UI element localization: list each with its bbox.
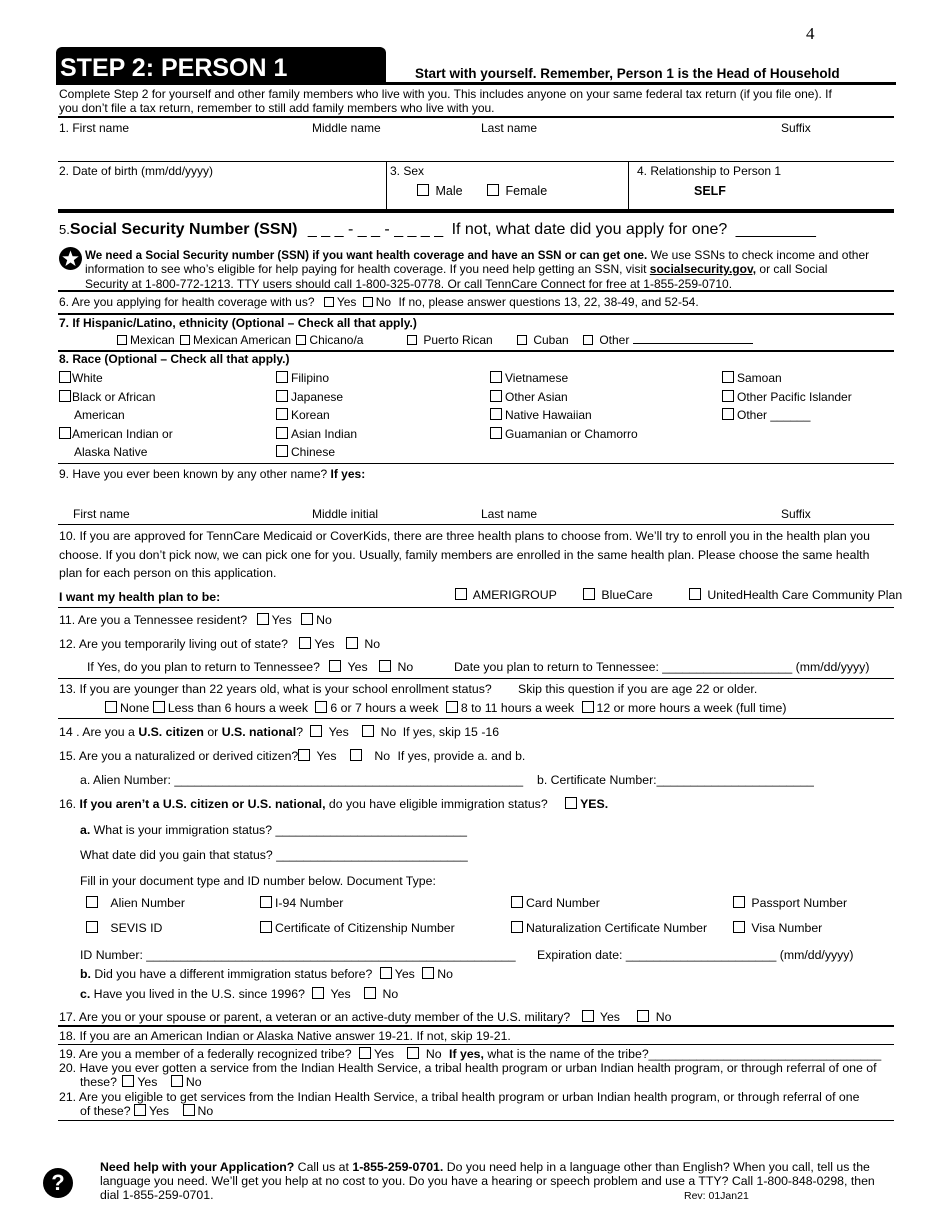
q16b-label: b.	[80, 967, 91, 981]
q17-label: 17. Are you or your spouse or parent, a veteran or an active-duty member of the U.S. military?	[59, 1010, 571, 1024]
ssn-note-text: information to see who’s eligible for help paying for health coverage. If you need help getting an SSN, visit	[85, 262, 650, 276]
q16c-yes-label: Yes	[330, 987, 351, 1001]
divider	[58, 313, 894, 315]
relationship-value: SELF	[694, 184, 726, 198]
sex-male-option[interactable]	[417, 184, 463, 198]
q16c-row	[80, 987, 398, 1001]
status-date-field[interactable]: What date did you gain that status? ____________________________	[80, 848, 468, 862]
race-samoan	[722, 371, 782, 385]
q19-no-checkbox[interactable]	[407, 1047, 419, 1059]
doc-i94	[260, 896, 343, 910]
q16c-no-label: No	[382, 987, 399, 1001]
q15-instruction: If yes, provide a. and b.	[397, 749, 526, 763]
race-white	[59, 371, 103, 385]
samoan-label: Samoan	[737, 371, 782, 385]
q14-yes-checkbox[interactable]	[310, 725, 322, 737]
race-other-pacific	[722, 390, 852, 404]
q16a-label: a.	[80, 823, 91, 837]
q19-yes-label: Yes	[373, 1047, 395, 1061]
enrollment-12plus-label: 12 or more hours a week (full time)	[596, 701, 787, 715]
ssn-apply-date-input[interactable]: _________	[735, 221, 816, 238]
doc-naturalization-cert	[511, 921, 707, 935]
id-number-field[interactable]: ID Number: ______________________________________________________	[80, 948, 516, 962]
other-last-name-label: Last name	[481, 507, 538, 521]
doc-citizenship-cert	[260, 921, 455, 935]
q14-citizen: U.S. citizen	[138, 725, 204, 739]
q11-row	[59, 613, 332, 627]
amerigroup-label: AMERIGROUP	[472, 588, 557, 602]
ssn-row	[59, 221, 816, 239]
footer-line-3: dial 1-855-259-0701.	[100, 1188, 214, 1202]
last-name-label: Last name	[481, 121, 538, 135]
divider	[58, 463, 894, 464]
other-race-checkbox[interactable]	[722, 408, 734, 420]
q7-options	[117, 333, 363, 347]
q13-options	[105, 701, 787, 715]
other-middle-initial-label: Middle initial	[312, 507, 379, 521]
native-hawaiian-checkbox[interactable]	[490, 408, 502, 420]
q20-no-label: No	[185, 1075, 202, 1089]
q13-skip: Skip this question if you are age 22 or older.	[518, 682, 758, 696]
return-date-field[interactable]: Date you plan to return to Tennessee: ___________________ (mm/dd/yyyy)	[454, 660, 870, 674]
q16c-no-checkbox[interactable]	[364, 987, 376, 999]
race-chinese	[276, 445, 335, 459]
page-number: 4	[806, 24, 815, 43]
expiration-date-field[interactable]: Expiration date: ______________________ (mm/dd/yyyy)	[537, 948, 854, 962]
guamanian-checkbox[interactable]	[490, 427, 502, 439]
q14-row	[59, 725, 499, 739]
q5-number: 5.	[59, 222, 70, 237]
enrollment-lt6-label: Less than 6 hours a week	[167, 701, 308, 715]
step-subtitle: Start with yourself. Remember, Person 1 is the Head of Household	[415, 66, 840, 81]
q7-puerto-rican	[407, 333, 493, 347]
race-filipino	[276, 371, 329, 385]
q12-return-no-label: No	[397, 660, 414, 674]
white-label: White	[72, 371, 103, 385]
japanese-checkbox[interactable]	[276, 390, 288, 402]
header-rule	[56, 82, 896, 85]
q14-pre: 14 . Are you a	[59, 725, 139, 739]
other-race-label: Other ______	[737, 408, 811, 422]
star-icon	[59, 247, 82, 270]
mexican-label: Mexican	[130, 333, 175, 347]
race-black	[59, 390, 155, 404]
q6-yes-checkbox[interactable]	[324, 297, 334, 307]
q21-line-1: 21. Are you eligible to get services from the Indian Health Service, a tribal health program or urban Indian health program, or through referral of one	[59, 1090, 860, 1104]
enrollment-8-11-checkbox[interactable]	[446, 701, 458, 713]
q14-skip: If yes, skip 15 -16	[402, 725, 500, 739]
q15-yes-label: Yes	[316, 749, 337, 763]
doc-sevis-label: SEVIS ID	[110, 921, 163, 935]
white-checkbox[interactable]	[59, 371, 71, 383]
q14-no-checkbox[interactable]	[362, 725, 374, 737]
q14-yes-label: Yes	[328, 725, 349, 739]
race-asian-indian	[276, 427, 357, 441]
q16-row	[59, 797, 608, 811]
q14-no-label: No	[380, 725, 397, 739]
q20-these: these?	[80, 1075, 117, 1089]
q21-yes-label: Yes	[149, 1104, 170, 1118]
plan-unitedhealth	[689, 588, 902, 602]
q7-other	[583, 333, 753, 347]
doc-passport-checkbox[interactable]	[733, 896, 745, 908]
q21-no-label: No	[197, 1104, 214, 1118]
doc-passport	[733, 896, 847, 910]
q16c-text: Have you lived in the U.S. since 1996?	[90, 987, 305, 1001]
doc-sevis	[86, 921, 162, 935]
q12-no-checkbox[interactable]	[346, 637, 358, 649]
q16-number: 16.	[59, 797, 77, 811]
q7-label: 7. If Hispanic/Latino, ethnicity (Optional – Check all that apply.)	[59, 316, 417, 330]
other-suffix-label: Suffix	[781, 507, 811, 521]
footer-line-1	[100, 1160, 870, 1174]
doc-alien-label: Alien Number	[110, 896, 185, 910]
q17-yes-label: Yes	[599, 1010, 620, 1024]
q19-yes-checkbox[interactable]	[359, 1047, 371, 1059]
divider	[58, 1120, 894, 1121]
immigration-status-field[interactable]	[80, 823, 467, 837]
q14-national: U.S. national	[221, 725, 297, 739]
q11-no-checkbox[interactable]	[301, 613, 313, 625]
sex-female-option[interactable]	[487, 184, 547, 198]
q21-yes-checkbox[interactable]	[134, 1104, 146, 1116]
divider	[58, 161, 894, 162]
q21-these: of these?	[80, 1104, 131, 1118]
other-pacific-checkbox[interactable]	[722, 390, 734, 402]
ssn-note-rest: We use SSNs to check income and other	[647, 248, 870, 262]
q11-label: 11. Are you a Tennessee resident?	[59, 613, 248, 627]
amerigroup-checkbox[interactable]	[455, 588, 467, 600]
q6-row	[59, 295, 699, 309]
q14-or: or	[203, 725, 222, 739]
q16c-label: c.	[80, 987, 91, 1001]
q8-label: 8. Race (Optional – Check all that apply.)	[59, 352, 290, 366]
divider	[58, 1025, 894, 1027]
q7-cuban	[517, 333, 569, 347]
enrollment-none-label: None	[120, 701, 150, 715]
guamanian-label: Guamanian or Chamorro	[505, 427, 638, 441]
doc-passport-label: Passport Number	[751, 896, 848, 910]
q20-line-1: 20. Have you ever gotten a service from the Indian Health Service, a tribal health program or urban Indian health program, or through referral of one of	[59, 1061, 877, 1075]
divider	[58, 607, 894, 608]
unitedhealth-label: UnitedHealth Care Community Plan	[707, 588, 903, 602]
q16-bold: If you aren’t a U.S. citizen or U.S. national,	[79, 797, 326, 811]
ssn-note-bold: We need a Social Security number (SSN) if you want health coverage and have an SSN or can get one.	[85, 249, 648, 262]
q16b-yes-label: Yes	[394, 967, 415, 981]
footer-help-heading: Need help with your Application?	[100, 1160, 295, 1174]
korean-checkbox[interactable]	[276, 408, 288, 420]
health-plan-label: I want my health plan to be:	[59, 590, 221, 604]
chicano-label: Chicano/a	[309, 333, 364, 347]
q19-if-yes: If yes,	[449, 1047, 484, 1061]
q6-instruction: If no, please answer questions 13, 22, 38-49, and 52-54.	[398, 295, 699, 309]
puerto-rican-checkbox[interactable]	[407, 335, 417, 345]
alien-number-field[interactable]: a. Alien Number: ___________________________________________________	[80, 773, 524, 787]
race-japanese	[276, 390, 343, 404]
step-title: STEP 2: PERSON 1	[60, 54, 288, 82]
q11-no-label: No	[316, 613, 332, 627]
enrollment-lt6-checkbox[interactable]	[153, 701, 165, 713]
q12-return-no-checkbox[interactable]	[379, 660, 391, 672]
q12-yes-checkbox[interactable]	[299, 637, 311, 649]
enrollment-6-7-checkbox[interactable]	[315, 701, 327, 713]
doc-i94-checkbox[interactable]	[260, 896, 272, 908]
q12-label: 12. Are you temporarily living out of state?	[59, 637, 288, 651]
doc-i94-label: I-94 Number	[275, 896, 344, 910]
q15-yes-checkbox[interactable]	[298, 749, 310, 761]
document-type-instruction: Fill in your document type and ID number below. Document Type:	[80, 874, 436, 888]
doc-visa-label: Visa Number	[751, 921, 823, 935]
other-ethnicity-label: Other	[599, 333, 630, 347]
q9-label: 9. Have you ever been known by any other name?	[59, 467, 328, 481]
male-checkbox[interactable]	[417, 184, 429, 196]
ssn-note-line-1	[85, 248, 869, 262]
puerto-rican-label: Puerto Rican	[423, 333, 493, 347]
q15-no-label: No	[374, 749, 391, 763]
q21-no-checkbox[interactable]	[183, 1104, 195, 1116]
q12-yes-label: Yes	[314, 637, 335, 651]
enrollment-6-7-label: 6 or 7 hours a week	[330, 701, 439, 715]
ssn-note-end: or call Social	[756, 262, 828, 276]
native-hawaiian-label: Native Hawaiian	[505, 408, 592, 422]
male-label: Male	[435, 184, 463, 198]
q15-no-checkbox[interactable]	[350, 749, 362, 761]
q20-no-checkbox[interactable]	[171, 1075, 183, 1087]
q6-no-checkbox[interactable]	[363, 297, 373, 307]
race-american-indian	[59, 427, 173, 441]
question-mark-icon: ?	[43, 1168, 73, 1198]
doc-card-label: Card Number	[526, 896, 600, 910]
q16b-text: Did you have a different immigration status before?	[90, 967, 373, 981]
ssn-apply-question: If not, what date did you apply for one?	[451, 221, 728, 238]
asian-indian-label: Asian Indian	[291, 427, 358, 441]
footer-language: Do you need help in a language other than English? When you call, tell us the	[443, 1160, 870, 1174]
japanese-label: Japanese	[291, 390, 344, 404]
doc-citizenship-label: Certificate of Citizenship Number	[275, 921, 455, 935]
female-checkbox[interactable]	[487, 184, 499, 196]
revision-date: Rev: 01Jan21	[684, 1190, 749, 1202]
q12-row	[59, 637, 380, 651]
q12-return-yes-label: Yes	[347, 660, 368, 674]
chinese-checkbox[interactable]	[276, 445, 288, 457]
tribe-name-field[interactable]: what is the name of the tribe?__________________________________	[483, 1047, 882, 1061]
other-asian-checkbox[interactable]	[490, 390, 502, 402]
race-other-asian	[490, 390, 568, 404]
divider	[386, 161, 387, 209]
q20-yes-label: Yes	[137, 1075, 158, 1089]
enrollment-12plus-checkbox[interactable]	[582, 701, 594, 713]
q16-yes-checkbox[interactable]	[565, 797, 577, 809]
dob-label: 2. Date of birth (mm/dd/yyyy)	[59, 164, 214, 178]
q13-label: 13. If you are younger than 22 years old, what is your school enrollment status?	[59, 682, 492, 696]
ssn-note-line-2	[85, 262, 827, 276]
race-korean	[276, 408, 330, 422]
cuban-label: Cuban	[533, 333, 569, 347]
plan-bluecare	[583, 588, 653, 602]
q16-yes-label: YES.	[580, 797, 609, 811]
q15-label: 15. Are you a naturalized or derived citizen?	[59, 749, 299, 763]
asian-indian-checkbox[interactable]	[276, 427, 288, 439]
doc-citizenship-checkbox[interactable]	[260, 921, 272, 933]
american-indian-checkbox[interactable]	[59, 427, 71, 439]
divider	[58, 290, 894, 292]
footer-phone: 1-855-259-0701.	[352, 1160, 444, 1174]
race-guamanian	[490, 427, 638, 441]
chicano-checkbox[interactable]	[296, 335, 306, 345]
enrollment-8-11-label: 8 to 11 hours a week	[460, 701, 575, 715]
q16b-yes-checkbox[interactable]	[380, 967, 392, 979]
other-asian-label: Other Asian	[505, 390, 568, 404]
doc-naturalization-checkbox[interactable]	[511, 921, 523, 933]
black-label: Black or African	[72, 390, 156, 404]
other-pacific-label: Other Pacific Islander	[737, 390, 852, 404]
middle-name-label: Middle name	[312, 121, 381, 135]
q19-row	[59, 1047, 881, 1061]
other-ethnicity-checkbox[interactable]	[583, 335, 593, 345]
ssn-label: Social Security Number (SSN)	[69, 221, 298, 238]
doc-naturalization-label: Naturalization Certificate Number	[526, 921, 708, 935]
filipino-checkbox[interactable]	[276, 371, 288, 383]
q6-yes-label: Yes	[336, 295, 357, 309]
other-first-name-label: First name	[73, 507, 130, 521]
q16-question: do you have eligible immigration status?	[325, 797, 548, 811]
ssn-note-line-3: Security at 1-800-772-1213. TTY users should call 1-800-325-0778. Or call TennCare Connect for free at 1-855-259-0710.	[85, 277, 733, 291]
ssn-input[interactable]: _ _ _ - _ _ - _ _ _ _	[307, 221, 444, 238]
chinese-label: Chinese	[291, 445, 336, 459]
doc-card-number	[511, 896, 600, 910]
q19-no-label: No	[425, 1047, 442, 1061]
q14-q: ?	[296, 725, 304, 739]
samoan-checkbox[interactable]	[722, 371, 734, 383]
q16b-no-checkbox[interactable]	[422, 967, 434, 979]
q12-return-question: If Yes, do you plan to return to Tennessee?	[87, 660, 320, 674]
divider	[628, 161, 629, 209]
doc-visa	[733, 921, 822, 935]
black-label-cont: American	[74, 408, 125, 422]
vietnamese-label: Vietnamese	[505, 371, 569, 385]
suffix-label: Suffix	[781, 121, 811, 135]
relationship-label: 4. Relationship to Person 1	[637, 164, 782, 178]
q12-no-label: No	[364, 637, 381, 651]
footer-line-2: language you need. We’ll get you help at no cost to you. Do you have a hearing or speech problem and use a TTY? Call 1-800-848-0298, then	[100, 1174, 875, 1188]
cuban-checkbox[interactable]	[517, 335, 527, 345]
enrollment-none-checkbox[interactable]	[105, 701, 117, 713]
doc-alien-number	[86, 896, 185, 910]
dob-input[interactable]	[59, 180, 379, 204]
q20-line-2	[80, 1075, 202, 1089]
q16b-row	[80, 967, 453, 981]
q15-row	[59, 749, 525, 763]
doc-visa-checkbox[interactable]	[733, 921, 745, 933]
q17-row	[59, 1010, 672, 1024]
q21-line-2	[80, 1104, 213, 1118]
q16c-yes-checkbox[interactable]	[312, 987, 324, 999]
q17-no-label: No	[655, 1010, 672, 1024]
q17-yes-checkbox[interactable]	[582, 1010, 594, 1022]
race-vietnamese	[490, 371, 568, 385]
first-name-label: 1. First name	[59, 121, 130, 135]
black-checkbox[interactable]	[59, 390, 71, 402]
divider	[58, 524, 894, 525]
q19-label: 19. Are you a member of a federally recognized tribe?	[59, 1047, 352, 1061]
american-indian-label: American Indian or	[72, 427, 173, 441]
divider	[58, 1044, 894, 1045]
doc-card-checkbox[interactable]	[511, 896, 523, 908]
q11-yes-label: Yes	[271, 613, 292, 627]
q12-sub-row	[87, 660, 413, 674]
divider	[58, 718, 894, 719]
thick-divider	[58, 209, 894, 213]
q16b-no-label: No	[437, 967, 453, 981]
plan-amerigroup	[455, 588, 557, 602]
intro-line-2: you don’t file a tax return, remember to still add family members who live with you.	[59, 101, 495, 115]
footer-call: Call us at	[294, 1160, 353, 1174]
other-ethnicity-input[interactable]	[633, 343, 753, 344]
q9-if-yes: If yes:	[330, 467, 366, 481]
sex-label: 3. Sex	[390, 164, 425, 178]
filipino-label: Filipino	[291, 371, 330, 385]
q6-no-label: No	[375, 295, 392, 309]
vietnamese-checkbox[interactable]	[490, 371, 502, 383]
certificate-number-field[interactable]: b. Certificate Number:_______________________	[537, 773, 814, 787]
q10-line-3: plan for each person on this application.	[59, 566, 277, 580]
female-label: Female	[505, 184, 548, 198]
divider	[58, 678, 894, 679]
q10-line-1: 10. If you are approved for TennCare Medicaid or CoverKids, there are three health plans to choose from. We’ll try to enroll you in the health plan you	[59, 529, 870, 543]
doc-alien-checkbox[interactable]	[86, 896, 98, 908]
q6-label: 6. Are you applying for health coverage with us?	[59, 295, 315, 309]
korean-label: Korean	[291, 408, 330, 422]
mexican-american-label: Mexican American	[193, 333, 292, 347]
name-input[interactable]	[58, 135, 894, 159]
q18-label: 18. If you are an American Indian or Alaska Native answer 19-21. If not, skip 19-21.	[59, 1029, 511, 1043]
q17-no-checkbox[interactable]	[637, 1010, 649, 1022]
intro-line-1: Complete Step 2 for yourself and other family members who live with you. This includes anyone on your same federal tax return (if you file one). If	[59, 87, 832, 101]
race-other	[722, 408, 810, 422]
q12-return-yes-checkbox[interactable]	[329, 660, 341, 672]
q11-yes-checkbox[interactable]	[257, 613, 269, 625]
q20-yes-checkbox[interactable]	[122, 1075, 134, 1087]
q16a-text: What is your immigration status? ____________________________	[90, 823, 467, 837]
unitedhealth-checkbox[interactable]	[689, 588, 701, 600]
q10-line-2: choose. If you don’t pick now, we can pick one for you. Usually, family members are enrolled in the same health plan. Please choose the same health	[59, 548, 870, 562]
mexican-checkbox[interactable]	[117, 335, 127, 345]
socialsecurity-link[interactable]: socialsecurity.gov,	[649, 262, 757, 276]
bluecare-label: BlueCare	[601, 588, 653, 602]
divider	[58, 116, 894, 118]
doc-sevis-checkbox[interactable]	[86, 921, 98, 933]
american-indian-label-cont: Alaska Native	[74, 445, 148, 459]
race-native-hawaiian	[490, 408, 592, 422]
q9-row	[59, 467, 365, 481]
bluecare-checkbox[interactable]	[583, 588, 595, 600]
mexican-american-checkbox[interactable]	[180, 335, 190, 345]
